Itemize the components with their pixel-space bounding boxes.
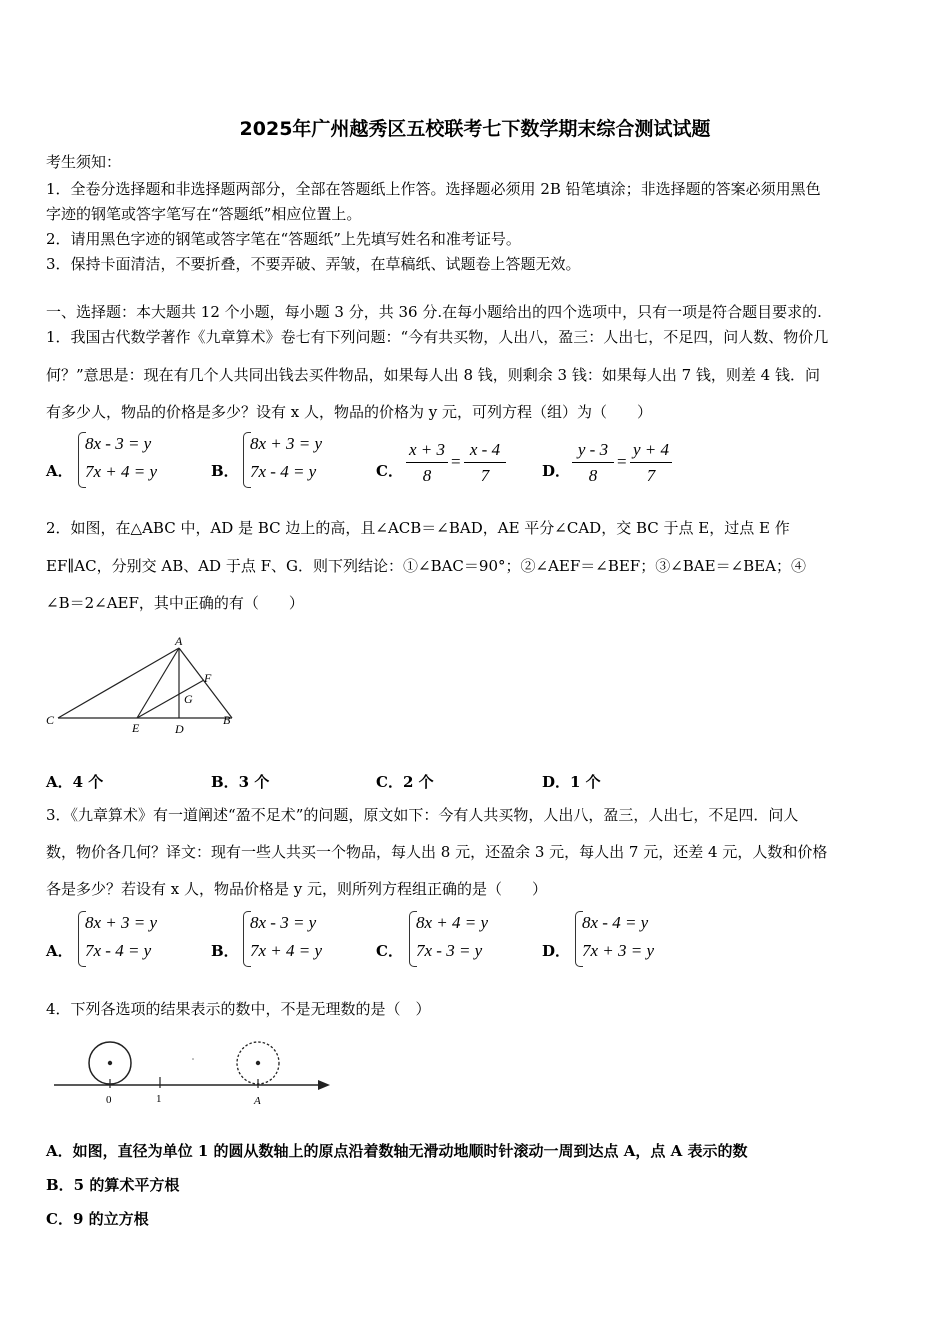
q4-option-a: A．如图，直径为单位 1 的圆从数轴上的原点沿着数轴无滑动地顺时针滚动一周到达点 A，点 A 表示的数 xyxy=(46,1142,748,1160)
label-1: 1 xyxy=(156,1093,162,1105)
q3-option-c-label: C． xyxy=(376,942,403,960)
denominator: 7 xyxy=(480,466,490,485)
q1-line-2: 何？”意思是：现在有几个人共同出钱去买件物品，如果每人出 8 钱，则剩余 3 钱：如果每人出 7 钱，则差 4 钱．问 xyxy=(46,366,820,384)
q2-line-1: 2．如图，在△ABC 中，AD 是 BC 边上的高，且∠ACB＝∠BAD，AE 平分∠CAD，交 BC 于点 E，过点 E 作 xyxy=(46,519,790,537)
q2-option-d: D．1 个 xyxy=(542,773,601,791)
numerator: y + 4 xyxy=(632,440,670,459)
label-g: G xyxy=(184,692,193,706)
denominator: 8 xyxy=(422,466,432,485)
dot xyxy=(192,1058,194,1060)
q1-option-a-label: A． xyxy=(46,462,73,480)
q4-option-c: C．9 的立方根 xyxy=(46,1210,149,1228)
circle-center-dot xyxy=(108,1061,112,1065)
q3-option-b-label: B． xyxy=(211,942,239,960)
circle-center-dot xyxy=(256,1061,260,1065)
q2-option-c: C．2 个 xyxy=(376,773,434,791)
q1-line-1: 1．我国古代数学著作《九章算术》卷七有下列问题：“今有共买物，人出八，盈三：人出七，不足四，问人数、物价几 xyxy=(46,328,829,346)
notice-line-2: 2．请用黑色字迹的钢笔或答字笔在“答题纸”上先填写姓名和准考证号。 xyxy=(46,230,521,248)
q1-option-d-label: D． xyxy=(542,462,571,480)
q2-option-b: B．3 个 xyxy=(211,773,270,791)
arrow-right-icon xyxy=(318,1080,330,1090)
q3-line-3: 各是多少？若设有 x 人，物品价格是 y 元，则所列方程组正确的是（ ） xyxy=(46,880,548,898)
denominator: 8 xyxy=(588,466,598,485)
q4-line-1: 4．下列各选项的结果表示的数中，不是无理数的是（ ） xyxy=(46,1000,431,1018)
label-a: A xyxy=(254,1095,261,1107)
equation: 7x + 4 = y xyxy=(250,941,323,960)
label-c: C xyxy=(46,713,55,727)
fraction-bar xyxy=(406,462,448,463)
equation: 8x + 3 = y xyxy=(250,434,323,453)
q1-option-c-label: C． xyxy=(376,462,403,480)
q3-line-2: 数，物价各几何？译文：现有一些人共买一个物品，每人出 8 元，还盈余 3 元，每人出 7 元，还差 4 元，人数和价格 xyxy=(46,843,828,861)
equation: 8x + 3 = y xyxy=(85,913,158,932)
numerator: x - 4 xyxy=(469,440,501,459)
label-d: D xyxy=(175,722,184,736)
label-e: E xyxy=(132,721,140,735)
equation: 8x - 3 = y xyxy=(85,434,152,453)
triangle-figure xyxy=(40,632,250,742)
q1-option-b-label: B． xyxy=(211,462,239,480)
numerator: y - 3 xyxy=(577,440,609,459)
notice-heading: 考生须知： xyxy=(46,153,122,171)
section-heading: 一、选择题：本大题共 12 个小题，每小题 3 分，共 36 分.在每小题给出的四个选项中，只有一项是符合题目要求的. xyxy=(46,303,822,321)
label-a: A xyxy=(175,634,183,648)
equation: 8x - 4 = y xyxy=(582,913,649,932)
numerator: x + 3 xyxy=(408,440,446,459)
denominator: 7 xyxy=(646,466,656,485)
fraction-bar xyxy=(464,462,506,463)
equals-sign: = xyxy=(617,452,627,471)
segment-ca xyxy=(58,648,179,718)
q3-line-1: 3．《九章算术》有一道阐述“盈不足术”的问题，原文如下：今有人共买物，人出八，盈三，人出七，不足四．问人 xyxy=(46,806,799,824)
notice-line-1a: 1．全卷分选择题和非选择题两部分，全部在答题纸上作答。选择题必须用 2B 铅笔填涂；非选择题的答案必须用黑色 xyxy=(46,180,821,198)
q4-option-b: B．5 的算术平方根 xyxy=(46,1176,180,1194)
equals-sign: = xyxy=(451,452,461,471)
label-0: 0 xyxy=(106,1094,112,1106)
fraction-bar xyxy=(572,462,614,463)
segment-ef xyxy=(137,680,204,718)
label-f: F xyxy=(204,671,212,685)
q2-line-2: EF∥AC，分别交 AB、AD 于点 F、G．则下列结论：①∠BAC＝90°；②∠AEF＝∠BEF；③∠BAE＝∠BEA；④ xyxy=(46,557,806,575)
notice-line-3: 3．保持卡面清洁，不要折叠，不要弄破、弄皱，在草稿纸、试题卷上答题无效。 xyxy=(46,255,581,273)
q2-option-a: A．4 个 xyxy=(46,773,104,791)
page-title: 2025年广州越秀区五校联考七下数学期末综合测试试题 xyxy=(239,118,711,140)
q3-option-d-label: D． xyxy=(542,942,571,960)
q3-option-a-label: A． xyxy=(46,942,73,960)
notice-line-1b: 字迹的钢笔或答字笔写在“答题纸”相应位置上。 xyxy=(46,205,362,223)
segment-ae xyxy=(137,648,179,718)
q1-line-3: 有多少人，物品的价格是多少？设有 x 人，物品的价格为 y 元，可列方程（组）为（ ） xyxy=(46,403,653,421)
fraction-bar xyxy=(630,462,672,463)
equation: 7x - 4 = y xyxy=(250,462,317,481)
equation: 7x + 4 = y xyxy=(85,462,158,481)
equation: 7x - 3 = y xyxy=(416,941,483,960)
number-line-figure xyxy=(50,1032,340,1112)
label-b: B xyxy=(223,713,231,727)
equation: 7x - 4 = y xyxy=(85,941,152,960)
equation: 8x + 4 = y xyxy=(416,913,489,932)
q2-line-3: ∠B＝2∠AEF，其中正确的有（ ） xyxy=(46,594,304,612)
equation: 8x - 3 = y xyxy=(250,913,317,932)
equation: 7x + 3 = y xyxy=(582,941,655,960)
